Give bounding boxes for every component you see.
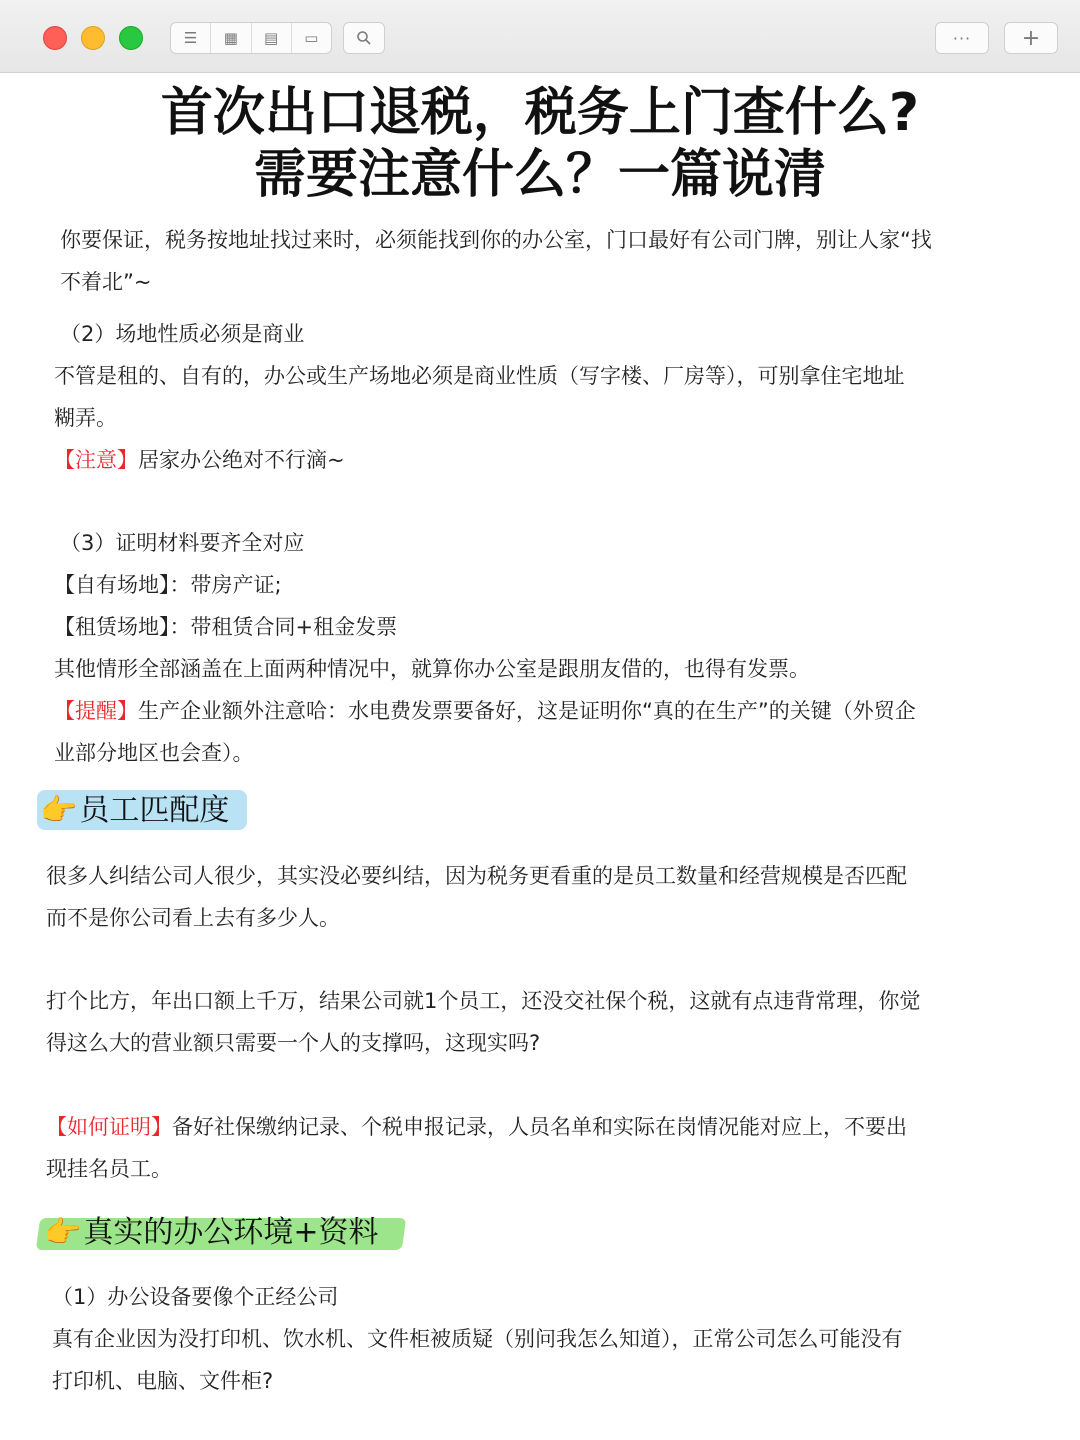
intro-paragraph bbox=[60, 219, 932, 303]
more-button[interactable]: ··· bbox=[935, 22, 989, 54]
staff-paragraph-1 bbox=[46, 855, 907, 939]
page-title bbox=[0, 82, 1080, 206]
staff-heading bbox=[40, 790, 229, 832]
section-2-heading: （2）场地性质必须是商业 bbox=[60, 322, 305, 346]
title-line-1: 首次出口退税，税务上门查什么? bbox=[160, 83, 920, 143]
section-2-line-2: 糊弄。 bbox=[54, 406, 117, 430]
intro-line-2: 不着北”~ bbox=[60, 270, 152, 294]
title-line-2: 需要注意什么？一篇说清 bbox=[253, 145, 826, 205]
intro-line-1: 你要保证，税务按地址找过来时，必须能找到你的办公室，门口最好有公司门牌，别让人家“找 bbox=[60, 228, 932, 252]
note-tag: 【注意】 bbox=[54, 448, 138, 472]
rented-site-line: 【租赁场地】：带租赁合同+租金发票 bbox=[54, 615, 398, 639]
office-line-2: 打印机、电脑、文件柜? bbox=[52, 1369, 274, 1393]
office-heading-text: 真实的办公环境+资料 bbox=[83, 1215, 379, 1250]
how-line-1 bbox=[46, 1106, 907, 1148]
section-3-content bbox=[54, 564, 916, 774]
remind-tag: 【提醒】 bbox=[54, 699, 138, 723]
remind-line-2: 业部分地区也会查）。 bbox=[54, 741, 254, 765]
minimize-window-button[interactable] bbox=[81, 26, 105, 50]
staff-heading-text: 员工匹配度 bbox=[79, 793, 230, 828]
new-tab-button[interactable]: + bbox=[1004, 22, 1058, 54]
how-line-2: 现挂名员工。 bbox=[46, 1157, 172, 1181]
list-view-icon[interactable]: ☰ bbox=[171, 23, 211, 53]
other-cases-line: 其他情形全部涵盖在上面两种情况中，就算你办公室是跟朋友借的，也得有发票。 bbox=[54, 657, 810, 681]
section-2-paragraph bbox=[54, 355, 905, 481]
office-sub-heading: （1）办公设备要像个正经公司 bbox=[52, 1285, 339, 1309]
search-button[interactable] bbox=[343, 22, 385, 54]
office-heading bbox=[44, 1212, 379, 1254]
view-switcher bbox=[170, 22, 332, 54]
note-line bbox=[54, 439, 905, 481]
how-tag: 【如何证明】 bbox=[46, 1115, 172, 1139]
staff-proof-paragraph bbox=[46, 1106, 907, 1190]
staff-p1-line-1: 很多人纠结公司人很少，其实没必要纠结，因为税务更看重的是员工数量和经营规模是否匹配 bbox=[46, 864, 907, 888]
how-text: 备好社保缴纳记录、个税申报记录，人员名单和实际在岗情况能对应上，不要出 bbox=[172, 1115, 907, 1139]
pointing-hand-icon: 👉 bbox=[44, 1215, 82, 1250]
pointing-hand-icon: 👉 bbox=[40, 793, 78, 828]
close-window-button[interactable] bbox=[43, 26, 67, 50]
remind-text: 生产企业额外注意哈：水电费发票要备好，这是证明你“真的在生产”的关键（外贸企 bbox=[138, 699, 916, 723]
staff-p2-line-1: 打个比方，年出口额上千万，结果公司就1个员工，还没交社保个税，这就有点违背常理，你觉 bbox=[46, 989, 921, 1013]
window-icon[interactable]: ▭ bbox=[304, 29, 319, 47]
note-text: 居家办公绝对不行滴~ bbox=[138, 448, 345, 472]
office-line-1: 真有企业因为没打印机、饮水机、文件柜被质疑（别问我怎么知道），正常公司怎么可能没有 bbox=[52, 1327, 903, 1351]
map-icon[interactable]: ▤ bbox=[252, 23, 292, 53]
zoom-window-button[interactable] bbox=[119, 26, 143, 50]
window-toolbar bbox=[0, 0, 1080, 73]
staff-p1-line-2: 而不是你公司看上去有多少人。 bbox=[46, 906, 340, 930]
grid-view-icon[interactable]: ▦ bbox=[211, 23, 251, 53]
remind-line-1 bbox=[54, 690, 916, 732]
staff-p2-line-2: 得这么大的营业额只需要一个人的支撑吗，这现实吗? bbox=[46, 1031, 541, 1055]
own-site-line: 【自有场地】：带房产证; bbox=[54, 573, 282, 597]
section-2-line-1: 不管是租的、自有的，办公或生产场地必须是商业性质（写字楼、厂房等），可别拿住宅地址 bbox=[54, 364, 905, 388]
search-icon bbox=[356, 30, 372, 46]
office-paragraph bbox=[52, 1318, 903, 1402]
staff-paragraph-2 bbox=[46, 980, 920, 1064]
section-3-heading: （3）证明材料要齐全对应 bbox=[60, 531, 305, 555]
